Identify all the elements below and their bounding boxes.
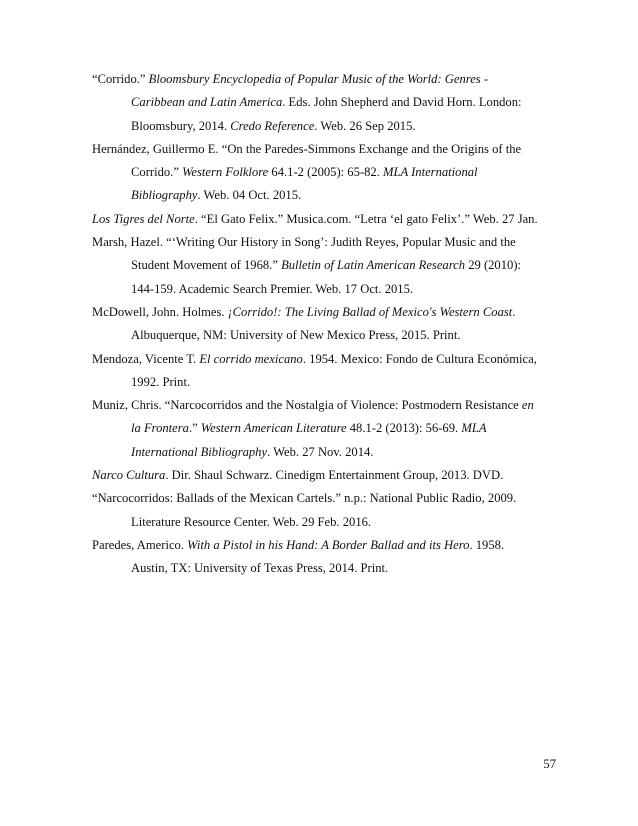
text-run: Literature Resource Center. Web. 29 Feb. 2016.: [131, 514, 372, 529]
entry-line: [92, 138, 552, 161]
italic-text: Western American Literature: [200, 421, 347, 436]
text-run: 144-159. Academic Search Premier. Web. 17 Oct. 2015.: [131, 281, 414, 296]
text-run: “Narcocorridos: Ballads of the Mexican Cartels.” n.p.: National Public Radio, 2009.: [92, 491, 517, 506]
page-number: 57: [543, 757, 556, 771]
entry-line: [92, 371, 552, 394]
italic-text: en: [521, 398, 534, 413]
text-run: Austin, TX: University of Texas Press, 2014. Print.: [131, 561, 389, 576]
italic-text: MLA International: [382, 165, 478, 180]
italic-text: Bibliography: [131, 188, 198, 203]
entry-paredes: [92, 534, 552, 581]
italic-text: MLA: [461, 421, 487, 436]
italic-text: Los Tigres del Norte: [92, 211, 195, 226]
italic-text: Bulletin of Latin American Research: [281, 258, 466, 273]
entry-line: [92, 324, 552, 347]
text-run: 48.1-2 (2013): 56-69.: [346, 421, 462, 436]
text-run: Albuquerque, NM: University of New Mexico Press, 2015. Print.: [131, 328, 461, 343]
text-run: Mendoza, Vicente T.: [92, 351, 200, 366]
entry-line: [92, 348, 552, 371]
entry-line: [92, 68, 552, 91]
text-run: Paredes, Americo.: [92, 537, 188, 552]
entry-mendoza: [92, 348, 552, 395]
text-run: 1992. Print.: [131, 374, 191, 389]
entry-line: [92, 208, 552, 231]
text-run: Muniz, Chris. “Narcocorridos and the Nostalgia of Violence: Postmodern Resistance: [92, 398, 522, 413]
works-cited-list: [92, 68, 552, 581]
entry-line: [92, 115, 552, 138]
entry-line: [92, 161, 552, 184]
italic-text: Credo Reference: [230, 118, 315, 133]
entry-line: [92, 487, 552, 510]
entry-line: [92, 91, 552, 114]
text-run: 64.1-2 (2005): 65-82.: [268, 165, 383, 180]
entry-line: [92, 464, 552, 487]
text-run: . Dir. Shaul Schwarz. Cinedigm Entertainment Group, 2013. DVD.: [165, 468, 504, 483]
entry-line: [92, 441, 552, 464]
italic-text: Narco Cultura: [92, 468, 166, 483]
italic-text: Western Folklore: [182, 165, 269, 180]
entry-los-tigres: [92, 208, 552, 231]
entry-line: [92, 231, 552, 254]
italic-text: El corrido mexicano: [199, 351, 303, 366]
text-run: “Corrido.”: [92, 72, 149, 86]
text-run: Student Movement of 1968.”: [131, 258, 282, 273]
entry-line: [92, 557, 552, 580]
entry-corrido: [92, 68, 552, 138]
text-run: .: [512, 304, 516, 319]
text-run: Bloomsbury, 2014.: [131, 118, 231, 133]
italic-text: ¡Corrido!: The Living Ballad of Mexico's Western Coast: [227, 304, 513, 319]
entry-hernandez: [92, 138, 552, 208]
text-run: . Web. 27 Nov. 2014.: [267, 444, 374, 459]
italic-text: Bloomsbury Encyclopedia of Popular Music of the World: Genres -: [148, 72, 489, 86]
text-run: . “El Gato Felix.” Musica.com. “Letra ‘el gato Felix’.” Web. 27 Jan.: [194, 211, 538, 226]
entry-line: [92, 511, 552, 534]
entry-line: [92, 534, 552, 557]
italic-text: Caribbean and Latin America: [131, 95, 283, 110]
italic-text: With a Pistol in his Hand: A Border Ballad and its Hero: [187, 537, 470, 552]
text-run: Corrido.”: [131, 165, 183, 180]
entry-line: [92, 301, 552, 324]
entry-line: [92, 254, 552, 277]
text-run: . Eds. John Shepherd and David Horn. London:: [282, 95, 522, 110]
text-run: . Web. 26 Sep 2015.: [314, 118, 416, 133]
entry-mcdowell: [92, 301, 552, 348]
text-run: McDowell, John. Holmes.: [92, 304, 228, 319]
italic-text: la Frontera: [131, 421, 189, 436]
entry-line: [92, 417, 552, 440]
entry-marsh: [92, 231, 552, 301]
text-run: 29 (2010):: [465, 258, 522, 273]
italic-text: International Bibliography: [131, 444, 268, 459]
text-run: . 1958.: [469, 537, 505, 552]
entry-narcocorridos: [92, 487, 552, 534]
entry-line: [92, 184, 552, 207]
text-run: . Web. 04 Oct. 2015.: [197, 188, 302, 203]
text-run: . 1954. Mexico: Fondo de Cultura Económica,: [302, 351, 537, 366]
text-run: Hernández, Guillermo E. “On the Paredes-Simmons Exchange and the Origins of the: [92, 141, 522, 156]
text-run: .”: [188, 421, 201, 436]
entry-line: [92, 278, 552, 301]
entry-line: [92, 394, 552, 417]
text-run: Marsh, Hazel. “‘Writing Our History in Song’: Judith Reyes, Popular Music and the: [92, 235, 516, 250]
entry-muniz: [92, 394, 552, 464]
entry-narco-cultura: [92, 464, 552, 487]
